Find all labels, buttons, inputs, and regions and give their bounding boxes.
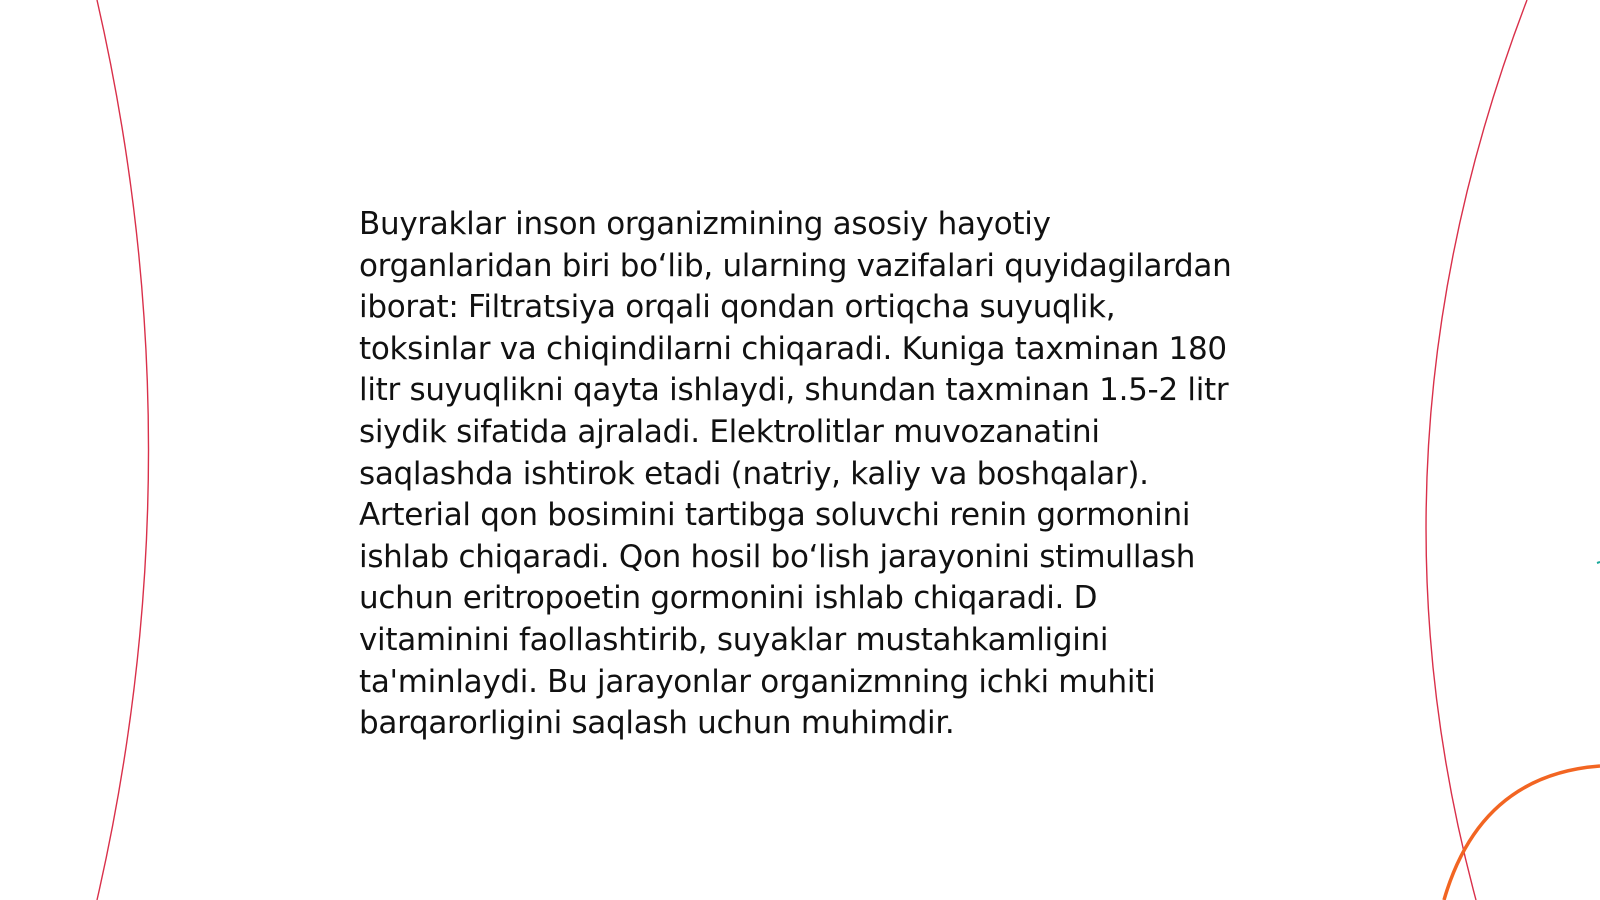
right-decorative-arc [1426,0,1527,900]
orange-decorative-arc [1444,766,1600,900]
slide-body-text: Buyraklar inson organizmining asosiy hayotiy organlaridan biri bo‘lib, ularning vazifalari quyidagilardan iborat: Filtratsiya orqali qondan ortiqcha suyuqlik, toksinlar va chiqindilarni chiqaradi. Kuniga taxminan 180 litr suyuqlikni qayta ishlaydi, shundan taxminan 1.5-2 litr siydik sifatida ajraladi. Elektrolitlar muvozanatini saqlashda ishtirok etadi (natriy, kaliy va boshqalar). Arterial qon bosimini tartibga soluvchi renin gormonini ishlab chiqaradi. Qon hosil bo‘lish jarayonini stimullash uchun eritropoetin gormonini ishlab chiqaradi. D vitaminini faollashtirib, suyaklar mustahkamligini ta'minlaydi. Bu jarayonlar organizmning ichki muhiti barqarorligini saqlash uchun muhimdir. [359,206,1232,742]
left-decorative-arc [97,0,149,900]
